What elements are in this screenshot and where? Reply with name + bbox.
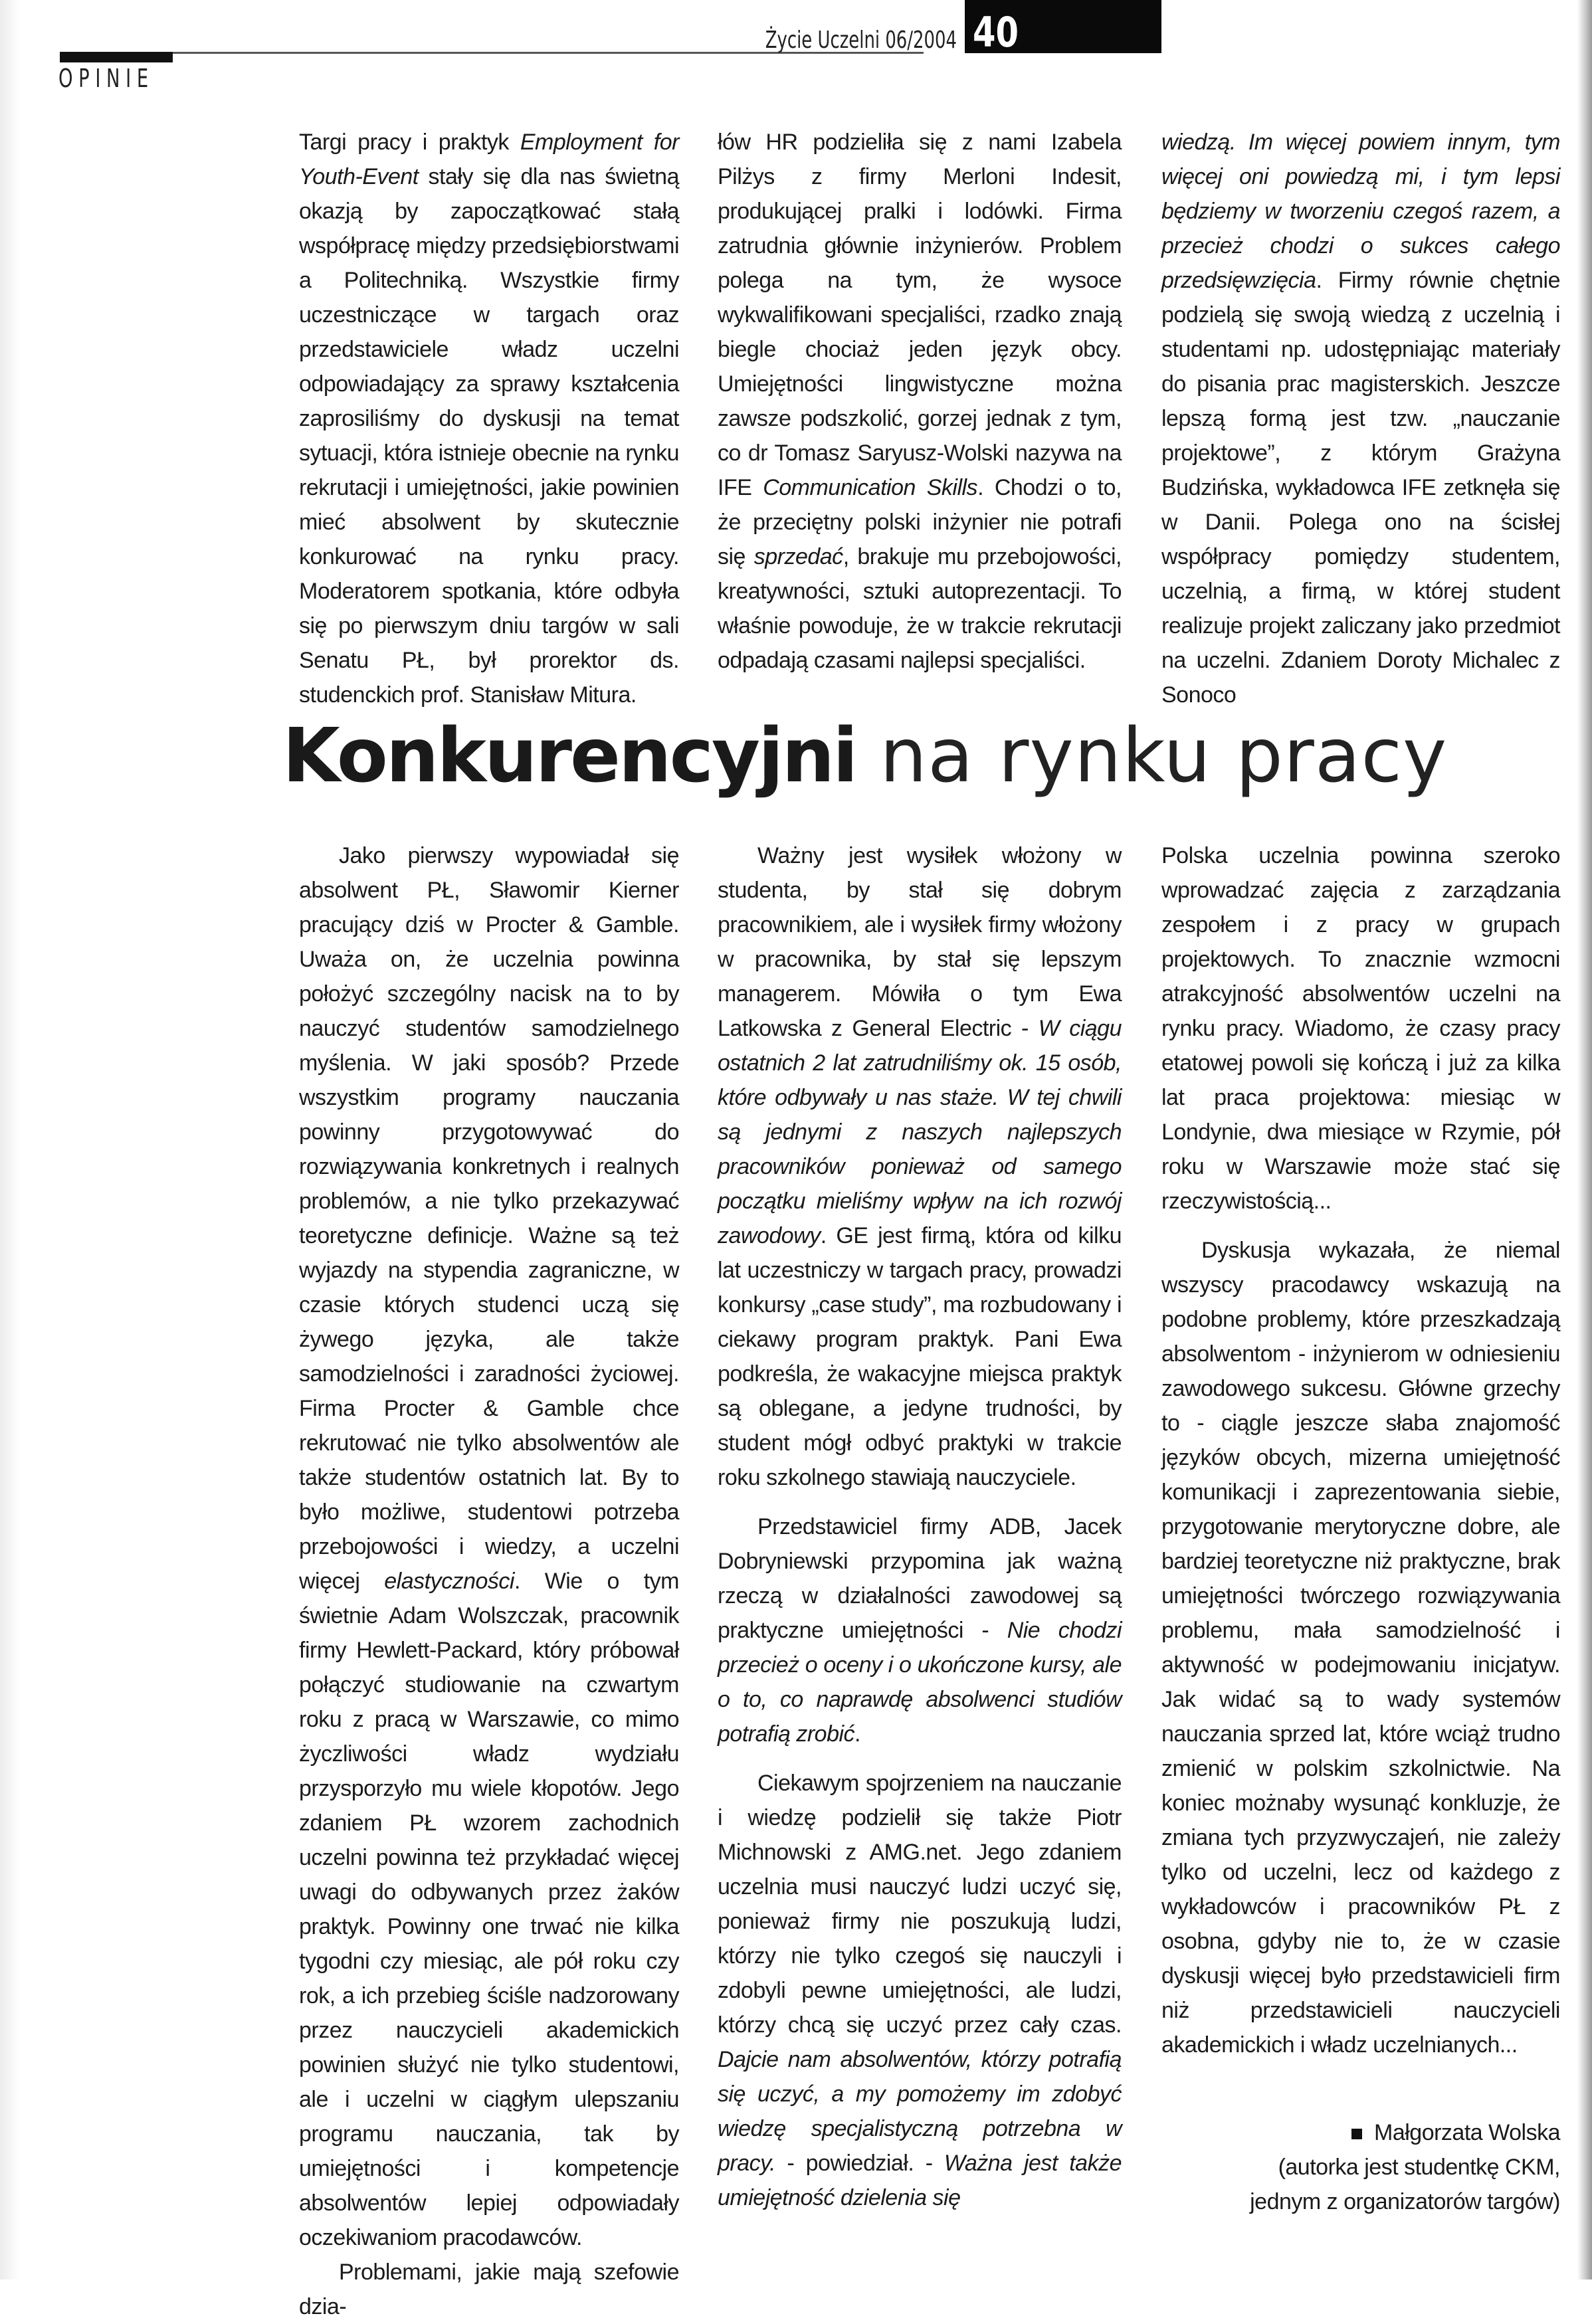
italic-text: Communication Skills — [763, 475, 978, 500]
paragraph — [718, 125, 1122, 678]
paragraph — [718, 1509, 1122, 1751]
body-column-1 — [299, 838, 679, 2324]
text: . — [854, 1721, 860, 1747]
text: . Wie o tym świetnie Adam Wolszczak, pracownik firmy Hewlett-Packard, który próbował połączyć studiowanie na czwartym roku z pracą w Warszawie, co mimo życzliwości władz wydziału przysporzyło mu wiele kłopotów. Jego zdaniem PŁ wzorem zachodnich uczelni powinna też przykładać więcej uwagi do odbywanych przez żaków praktyk. Powinny one trwać nie kilka tygodni czy miesiąc, ale pół roku czy rok, a ich przebieg ściśle nadzorowany przez nauczycieli akademickich powinien służyć nie tylko studentowi, ale i uczelni w ciągłym ulepszaniu programu nauczania, tak by umiejętności i kompetencje absolwentów lepiej odpowiadały oczekiwaniom pracodawców. — [299, 1569, 679, 2250]
journal-name: Życie Uczelni 06/2004 — [765, 27, 957, 54]
section-marker-block — [60, 52, 173, 62]
paragraph — [299, 838, 679, 2255]
text: - powiedział. - — [775, 2151, 944, 2176]
paragraph — [299, 2255, 679, 2324]
text: stały się dla nas świetną okazją by zapoczątkować stałą współpracę między przedsiębiorstwami a Politechniką. Wszystkie firmy uczestniczące w targach oraz przedstawiciele władz uczelni odpowiadający za sprawy kształcenia zaprosiliśmy do dyskusji na temat sytuacji, która istnieje obecnie na rynku rekrutacji i umiejętności, jakie powinien mieć absolwent by skutecznie konkurować na rynku pracy. Moderatorem spotkania, które odbyła się po pierwszym dniu targów w sali Senatu PŁ, był prorektor ds. studenckich prof. Stanisław Mitura. — [299, 164, 679, 708]
text: Polska uczelnia powinna szeroko wprowadzać zajęcia z zarządzania zespołem i z pracy w grupach projektowych. To znacznie wzmocni atrakcyjność absolwentów uczelni na rynku pracy. Wiadomo, że czasy pracy etatowej powoli się kończą i już za kilka lat praca projektowa: miesiąc w Londynie, dwa miesiące w Rzymie, pół roku w Warszawie może stać się rzeczywistością... — [1161, 843, 1560, 1214]
italic-text: wiedzą. Im więcej powiem innym, tym więcej oni powiedzą mi, i tym lepsi będziemy w tworzeniu czegoś razem, a przecież chodzi o sukces całego przedsięwzięcia — [1161, 130, 1560, 293]
page-number: 40 — [973, 8, 1019, 56]
title-light: na rynku pracy — [880, 713, 1448, 799]
page-spine-shadow — [1577, 0, 1592, 2279]
intro-column-3 — [1161, 125, 1560, 712]
page-number-box — [965, 0, 1161, 56]
paragraph — [1161, 125, 1560, 712]
author-note-2: jednym z organizatorów targów) — [1250, 2189, 1560, 2214]
body-column-3 — [1161, 838, 1560, 2219]
paragraph — [1161, 1233, 1560, 2062]
italic-text: W ciągu ostatnich 2 lat zatrudniliśmy ok. 15 osób, które odbywały u nas staże. W tej chwili są jednymi z naszych najlepszych pracowników ponieważ od samego początku mieliśmy wpływ na ich rozwój zawodowy — [718, 1016, 1122, 1248]
author-note-1: (autorka jest studentkę CKM, — [1278, 2155, 1560, 2180]
paragraph — [718, 1766, 1122, 2215]
text: , brakuje mu przebojowości, kreatywności, sztuki autoprezentacji. To właśnie powoduje, że w trakcie rekrutacji odpadają czasami najlepsi specjaliści. — [718, 544, 1122, 673]
italic-text: Dajcie nam absolwentów, którzy potrafią się uczyć, a my pomożemy im zdobyć wiedzę specjalistyczną potrzebna w pracy. — [718, 2047, 1122, 2176]
italic-text: Nie chodzi przecież o oceny i o ukończone kursy, ale o to, co naprawdę absolwenci studiów potrafią zrobić — [718, 1618, 1122, 1747]
scan-left-edge — [0, 0, 20, 2279]
text: Ważny jest wysiłek włożony w studenta, by stał się dobrym pracownikiem, ale i wysiłek firmy włożony w pracownika, by stał się lepszym managerem. Mówiła o tym Ewa Latkowska z General Electric - — [718, 843, 1122, 1041]
paragraph — [299, 125, 679, 712]
italic-text: elastyczności — [384, 1569, 514, 1594]
article-title — [282, 713, 1448, 799]
text: Dyskusja wykazała, że niemal wszyscy pracodawcy wskazują na podobne problemy, które przeszkadzają absolwentom - inżynierom w odniesieniu zawodowego sukcesu. Główne grzechy to - ciągle jeszcze słaba znajomość języków obcych, mizerna umiejętność komunikacji i zaprezentowania siebie, przygotowanie merytoryczne dobre, ale bardziej teoretyczne niż praktyczne, brak umiejętności twórczego rozwiązywania problemu, mała samodzielność i aktywność w podejmowaniu inicjatyw. Jak widać są to wady systemów nauczania sprzed lat, które wciąż trudno zmienić w polskim szkolnictwie. Na koniec możnaby wysunąć konkluzje, że zmiana tych przyzwyczajeń, nie zależy tylko od uczelni, lecz od każdego z wykładowców i pracowników PŁ z osobna, gdyby nie to, że w czasie dyskusji więcej było przedstawicieli firm niż przedstawicieli nauczycieli akademickich i władz uczelnianych... — [1161, 1238, 1560, 2058]
section-label: OPINIE — [58, 64, 154, 93]
text: Jako pierwszy wypowiadał się absolwent PŁ, Sławomir Kierner pracujący dziś w Procter & Gamble. Uważa on, że uczelnia powinna położyć szczególny nacisk na to by nauczyć studentów samodzielnego myślenia. W jaki sposób? Przede wszystkim programy nauczania powinny przygotowywać do rozwiązywania konkretnych i realnych problemów, a nie tylko przekazywać teoretyczne definicje. Ważne są też wyjazdy na stypendia zagraniczne, w czasie których studenci uczą się żywego języka, ale także samodzielności i zaradności życiowej. Firma Procter & Gamble chce rekrutować nie tylko absolwentów ale także studentów ostatnich lat. By to było możliwe, studentowi potrzeba przebojowości i wiedzy, a uczelni więcej — [299, 843, 679, 1594]
text: Targi pracy i praktyk — [299, 130, 520, 155]
square-bullet-icon — [1351, 2129, 1362, 2139]
title-bold: Konkurencyjni — [282, 713, 856, 799]
text: łów HR podzieliła się z nami Izabela Pilżys z firmy Merloni Indesit, produkującej pralki i lodówki. Firma zatrudnia głównie inżynierów. Problem polega na tym, że wysoce wykwalifikowani specjaliści, rzadko znają biegle chociaż jeden język obcy. Umiejętności lingwistyczne można zawsze podszkolić, gorzej jednak z tym, co dr Tomasz Saryusz-Wolski nazywa na IFE — [718, 130, 1122, 500]
italic-text: Ważna jest także umiejętność dzielenia się — [718, 2151, 1122, 2210]
text: Przedstawiciel firmy ADB, Jacek Dobryniewski przypomina jak ważną rzeczą w działalności zawodowej są praktyczne umiejętności - — [718, 1514, 1122, 1643]
italic-text: sprzedać — [753, 544, 843, 569]
italic-text: Employment for Youth-Event — [299, 130, 679, 189]
intro-column-1 — [299, 125, 679, 712]
body-column-2 — [718, 838, 1122, 2215]
signature — [1161, 2115, 1560, 2219]
author-name: Małgorzata Wolska — [1374, 2120, 1560, 2145]
text: Problemami, jakie mają szefowie dzia- — [299, 2260, 679, 2319]
text: . Chodzi o to, że przeciętny polski inżynier nie potrafi się — [718, 475, 1122, 569]
text: . Firmy równie chętnie podzielą się swoją wiedzą z uczelnią i studentami np. udostępniając materiały do pisania prac magisterskich. Jeszcze lepszą formą jest tzw. „nauczanie projektowe”, z którym Grażyna Budzińska, wykładowca IFE zetknęła się w Danii. Polega ono na ścisłej współpracy pomiędzy studentem, uczelnią, a firmą, w której student realizuje projekt zaliczany jako przedmiot na uczelni. Zdaniem Doroty Michalec z Sonoco — [1161, 268, 1560, 708]
paragraph — [718, 838, 1122, 1495]
body-column-3-text — [1161, 838, 1560, 2062]
text: Ciekawym spojrzeniem na nauczanie i wiedzę podzielił się także Piotr Michnowski z AMG.net. Jego zdaniem uczelnia musi nauczyć ludzi uczyć się, ponieważ firmy nie poszukują ludzi, którzy nie tylko czegoś się nauczyli i zdobyli pewne umiejętności, ale ludzi, którzy chcą się uczyć przez cały czas. — [718, 1771, 1122, 2038]
intro-column-2 — [718, 125, 1122, 678]
text: . GE jest firmą, która od kilku lat uczestniczy w targach pracy, prowadzi konkursy „case study”, ma rozbudowany i ciekawy program praktyk. Pani Ewa podkreśla, że wakacyjne miejsca praktyk są oblegane, a jedyne trudności, by student mógł odbyć praktyki w trakcie roku szkolnego stawiają nauczyciele. — [718, 1223, 1122, 1490]
paragraph — [1161, 838, 1560, 1218]
